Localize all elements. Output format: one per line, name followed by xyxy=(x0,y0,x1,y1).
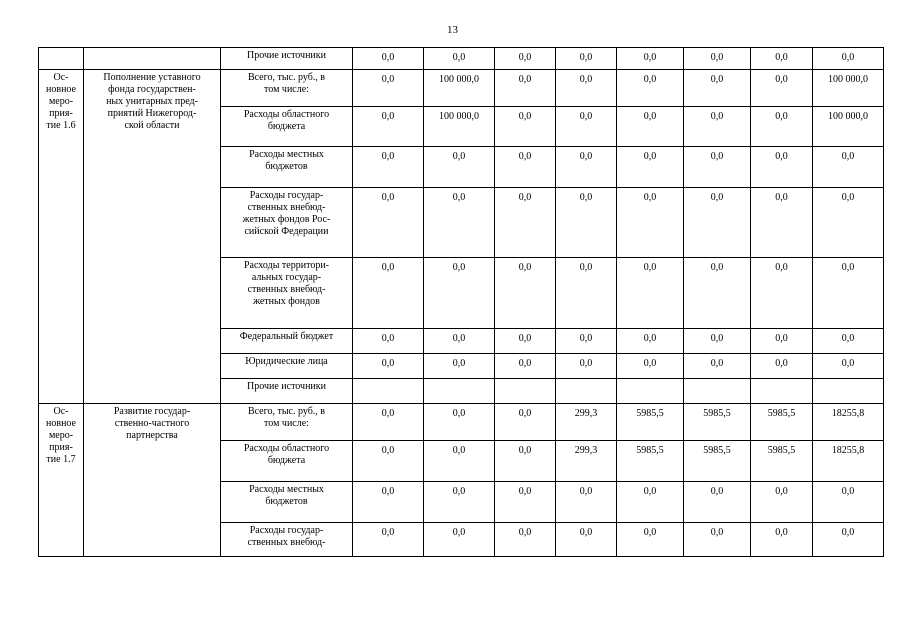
value-cell: 0,0 xyxy=(424,188,495,258)
value-cell: 0,0 xyxy=(556,354,617,379)
measure-title: Развитие государ- ственно-частного партнерства xyxy=(84,404,221,557)
value-cell: 0,0 xyxy=(813,258,884,329)
funding-source: Расходы местных бюджетов xyxy=(221,482,353,523)
funding-source: Расходы государ- ственных внебюд- жетных фондов Рос- сийской Федерации xyxy=(221,188,353,258)
value-cell: 0,0 xyxy=(424,441,495,482)
value-cell: 0,0 xyxy=(684,354,751,379)
value-cell: 0,0 xyxy=(556,48,617,70)
value-cell: 5985,5 xyxy=(617,404,684,441)
value-cell: 0,0 xyxy=(556,329,617,354)
value-cell: 0,0 xyxy=(495,523,556,557)
value-cell: 0,0 xyxy=(751,188,813,258)
value-cell: 0,0 xyxy=(353,188,424,258)
funding-source: Расходы государ- ственных внебюд- xyxy=(221,523,353,557)
value-cell: 0,0 xyxy=(495,107,556,147)
value-cell xyxy=(617,379,684,404)
funding-source: Расходы областного бюджета xyxy=(221,107,353,147)
funding-source: Всего, тыс. руб., в том числе: xyxy=(221,70,353,107)
funding-source: Всего, тыс. руб., в том числе: xyxy=(221,404,353,441)
value-cell: 0,0 xyxy=(353,329,424,354)
value-cell: 0,0 xyxy=(751,329,813,354)
value-cell: 18255,8 xyxy=(813,441,884,482)
value-cell xyxy=(684,379,751,404)
value-cell: 0,0 xyxy=(556,70,617,107)
value-cell: 0,0 xyxy=(495,329,556,354)
value-cell: 0,0 xyxy=(495,188,556,258)
value-cell: 100 000,0 xyxy=(424,70,495,107)
value-cell: 0,0 xyxy=(495,48,556,70)
value-cell: 0,0 xyxy=(353,48,424,70)
value-cell: 299,3 xyxy=(556,441,617,482)
funding-source: Расходы местных бюджетов xyxy=(221,147,353,188)
value-cell: 0,0 xyxy=(495,441,556,482)
value-cell: 0,0 xyxy=(495,482,556,523)
value-cell: 0,0 xyxy=(813,48,884,70)
value-cell: 0,0 xyxy=(684,329,751,354)
value-cell: 0,0 xyxy=(556,147,617,188)
value-cell: 0,0 xyxy=(617,354,684,379)
budget-table xyxy=(38,47,884,557)
value-cell: 0,0 xyxy=(684,482,751,523)
value-cell: 0,0 xyxy=(813,354,884,379)
value-cell: 0,0 xyxy=(424,523,495,557)
value-cell: 0,0 xyxy=(684,258,751,329)
value-cell: 0,0 xyxy=(495,147,556,188)
value-cell: 0,0 xyxy=(617,258,684,329)
table-row xyxy=(39,48,884,70)
value-cell: 0,0 xyxy=(353,404,424,441)
funding-source: Расходы территори- альных государ- ственных внебюд- жетных фондов xyxy=(221,258,353,329)
value-cell: 0,0 xyxy=(353,147,424,188)
funding-source: Расходы областного бюджета xyxy=(221,441,353,482)
value-cell: 0,0 xyxy=(751,70,813,107)
value-cell: 100 000,0 xyxy=(813,70,884,107)
value-cell: 0,0 xyxy=(353,441,424,482)
value-cell: 0,0 xyxy=(424,258,495,329)
measure-total-row xyxy=(39,404,884,441)
value-cell: 0,0 xyxy=(684,70,751,107)
value-cell: 0,0 xyxy=(353,482,424,523)
value-cell: 0,0 xyxy=(556,107,617,147)
value-cell: 0,0 xyxy=(684,48,751,70)
value-cell xyxy=(751,379,813,404)
value-cell: 0,0 xyxy=(617,329,684,354)
page-number: 13 xyxy=(447,24,458,36)
value-cell: 0,0 xyxy=(424,404,495,441)
value-cell: 5985,5 xyxy=(684,404,751,441)
value-cell: 0,0 xyxy=(556,258,617,329)
measure-title: Пополнение уставного фонда государствен- ных унитарных пред- приятий Нижегород- ской области xyxy=(84,70,221,404)
funding-source: Прочие источники xyxy=(221,379,353,404)
value-cell: 5985,5 xyxy=(684,441,751,482)
value-cell: 100 000,0 xyxy=(813,107,884,147)
value-cell: 0,0 xyxy=(684,147,751,188)
value-cell: 18255,8 xyxy=(813,404,884,441)
value-cell: 0,0 xyxy=(751,107,813,147)
value-cell: 0,0 xyxy=(617,523,684,557)
value-cell: 0,0 xyxy=(617,188,684,258)
value-cell: 0,0 xyxy=(751,354,813,379)
measure-code: Ос- новное меро- прия- тие 1.7 xyxy=(39,404,84,557)
funding-source: Федеральный бюджет xyxy=(221,329,353,354)
value-cell: 0,0 xyxy=(751,147,813,188)
value-cell: 0,0 xyxy=(617,107,684,147)
value-cell xyxy=(495,379,556,404)
value-cell: 0,0 xyxy=(617,482,684,523)
value-cell: 0,0 xyxy=(813,329,884,354)
value-cell: 0,0 xyxy=(684,107,751,147)
value-cell: 100 000,0 xyxy=(424,107,495,147)
value-cell: 0,0 xyxy=(617,48,684,70)
title-cell xyxy=(84,48,221,70)
measure-code: Ос- новное меро- прия- тие 1.6 xyxy=(39,70,84,404)
value-cell xyxy=(813,379,884,404)
value-cell xyxy=(424,379,495,404)
value-cell: 0,0 xyxy=(556,482,617,523)
value-cell: 0,0 xyxy=(617,70,684,107)
value-cell: 0,0 xyxy=(813,188,884,258)
value-cell: 0,0 xyxy=(495,70,556,107)
value-cell: 0,0 xyxy=(353,107,424,147)
funding-source: Юридические лица xyxy=(221,354,353,379)
value-cell xyxy=(353,379,424,404)
code-cell xyxy=(39,48,84,70)
value-cell: 0,0 xyxy=(813,147,884,188)
value-cell: 0,0 xyxy=(617,147,684,188)
value-cell: 0,0 xyxy=(353,70,424,107)
value-cell: 5985,5 xyxy=(751,404,813,441)
value-cell: 0,0 xyxy=(424,482,495,523)
value-cell: 0,0 xyxy=(353,354,424,379)
funding-source: Прочие источники xyxy=(221,48,353,70)
value-cell: 0,0 xyxy=(424,48,495,70)
value-cell: 0,0 xyxy=(751,258,813,329)
value-cell: 0,0 xyxy=(684,188,751,258)
value-cell xyxy=(556,379,617,404)
value-cell: 299,3 xyxy=(556,404,617,441)
value-cell: 0,0 xyxy=(751,482,813,523)
value-cell: 0,0 xyxy=(495,258,556,329)
value-cell: 0,0 xyxy=(556,523,617,557)
value-cell: 0,0 xyxy=(495,354,556,379)
value-cell: 0,0 xyxy=(495,404,556,441)
value-cell: 0,0 xyxy=(813,523,884,557)
value-cell: 0,0 xyxy=(353,258,424,329)
value-cell: 0,0 xyxy=(424,147,495,188)
table-body xyxy=(39,48,884,557)
value-cell: 0,0 xyxy=(813,482,884,523)
value-cell: 0,0 xyxy=(751,523,813,557)
value-cell: 0,0 xyxy=(684,523,751,557)
value-cell: 0,0 xyxy=(424,329,495,354)
value-cell: 5985,5 xyxy=(617,441,684,482)
value-cell: 5985,5 xyxy=(751,441,813,482)
value-cell: 0,0 xyxy=(751,48,813,70)
measure-total-row xyxy=(39,70,884,107)
value-cell: 0,0 xyxy=(556,188,617,258)
value-cell: 0,0 xyxy=(353,523,424,557)
value-cell: 0,0 xyxy=(424,354,495,379)
